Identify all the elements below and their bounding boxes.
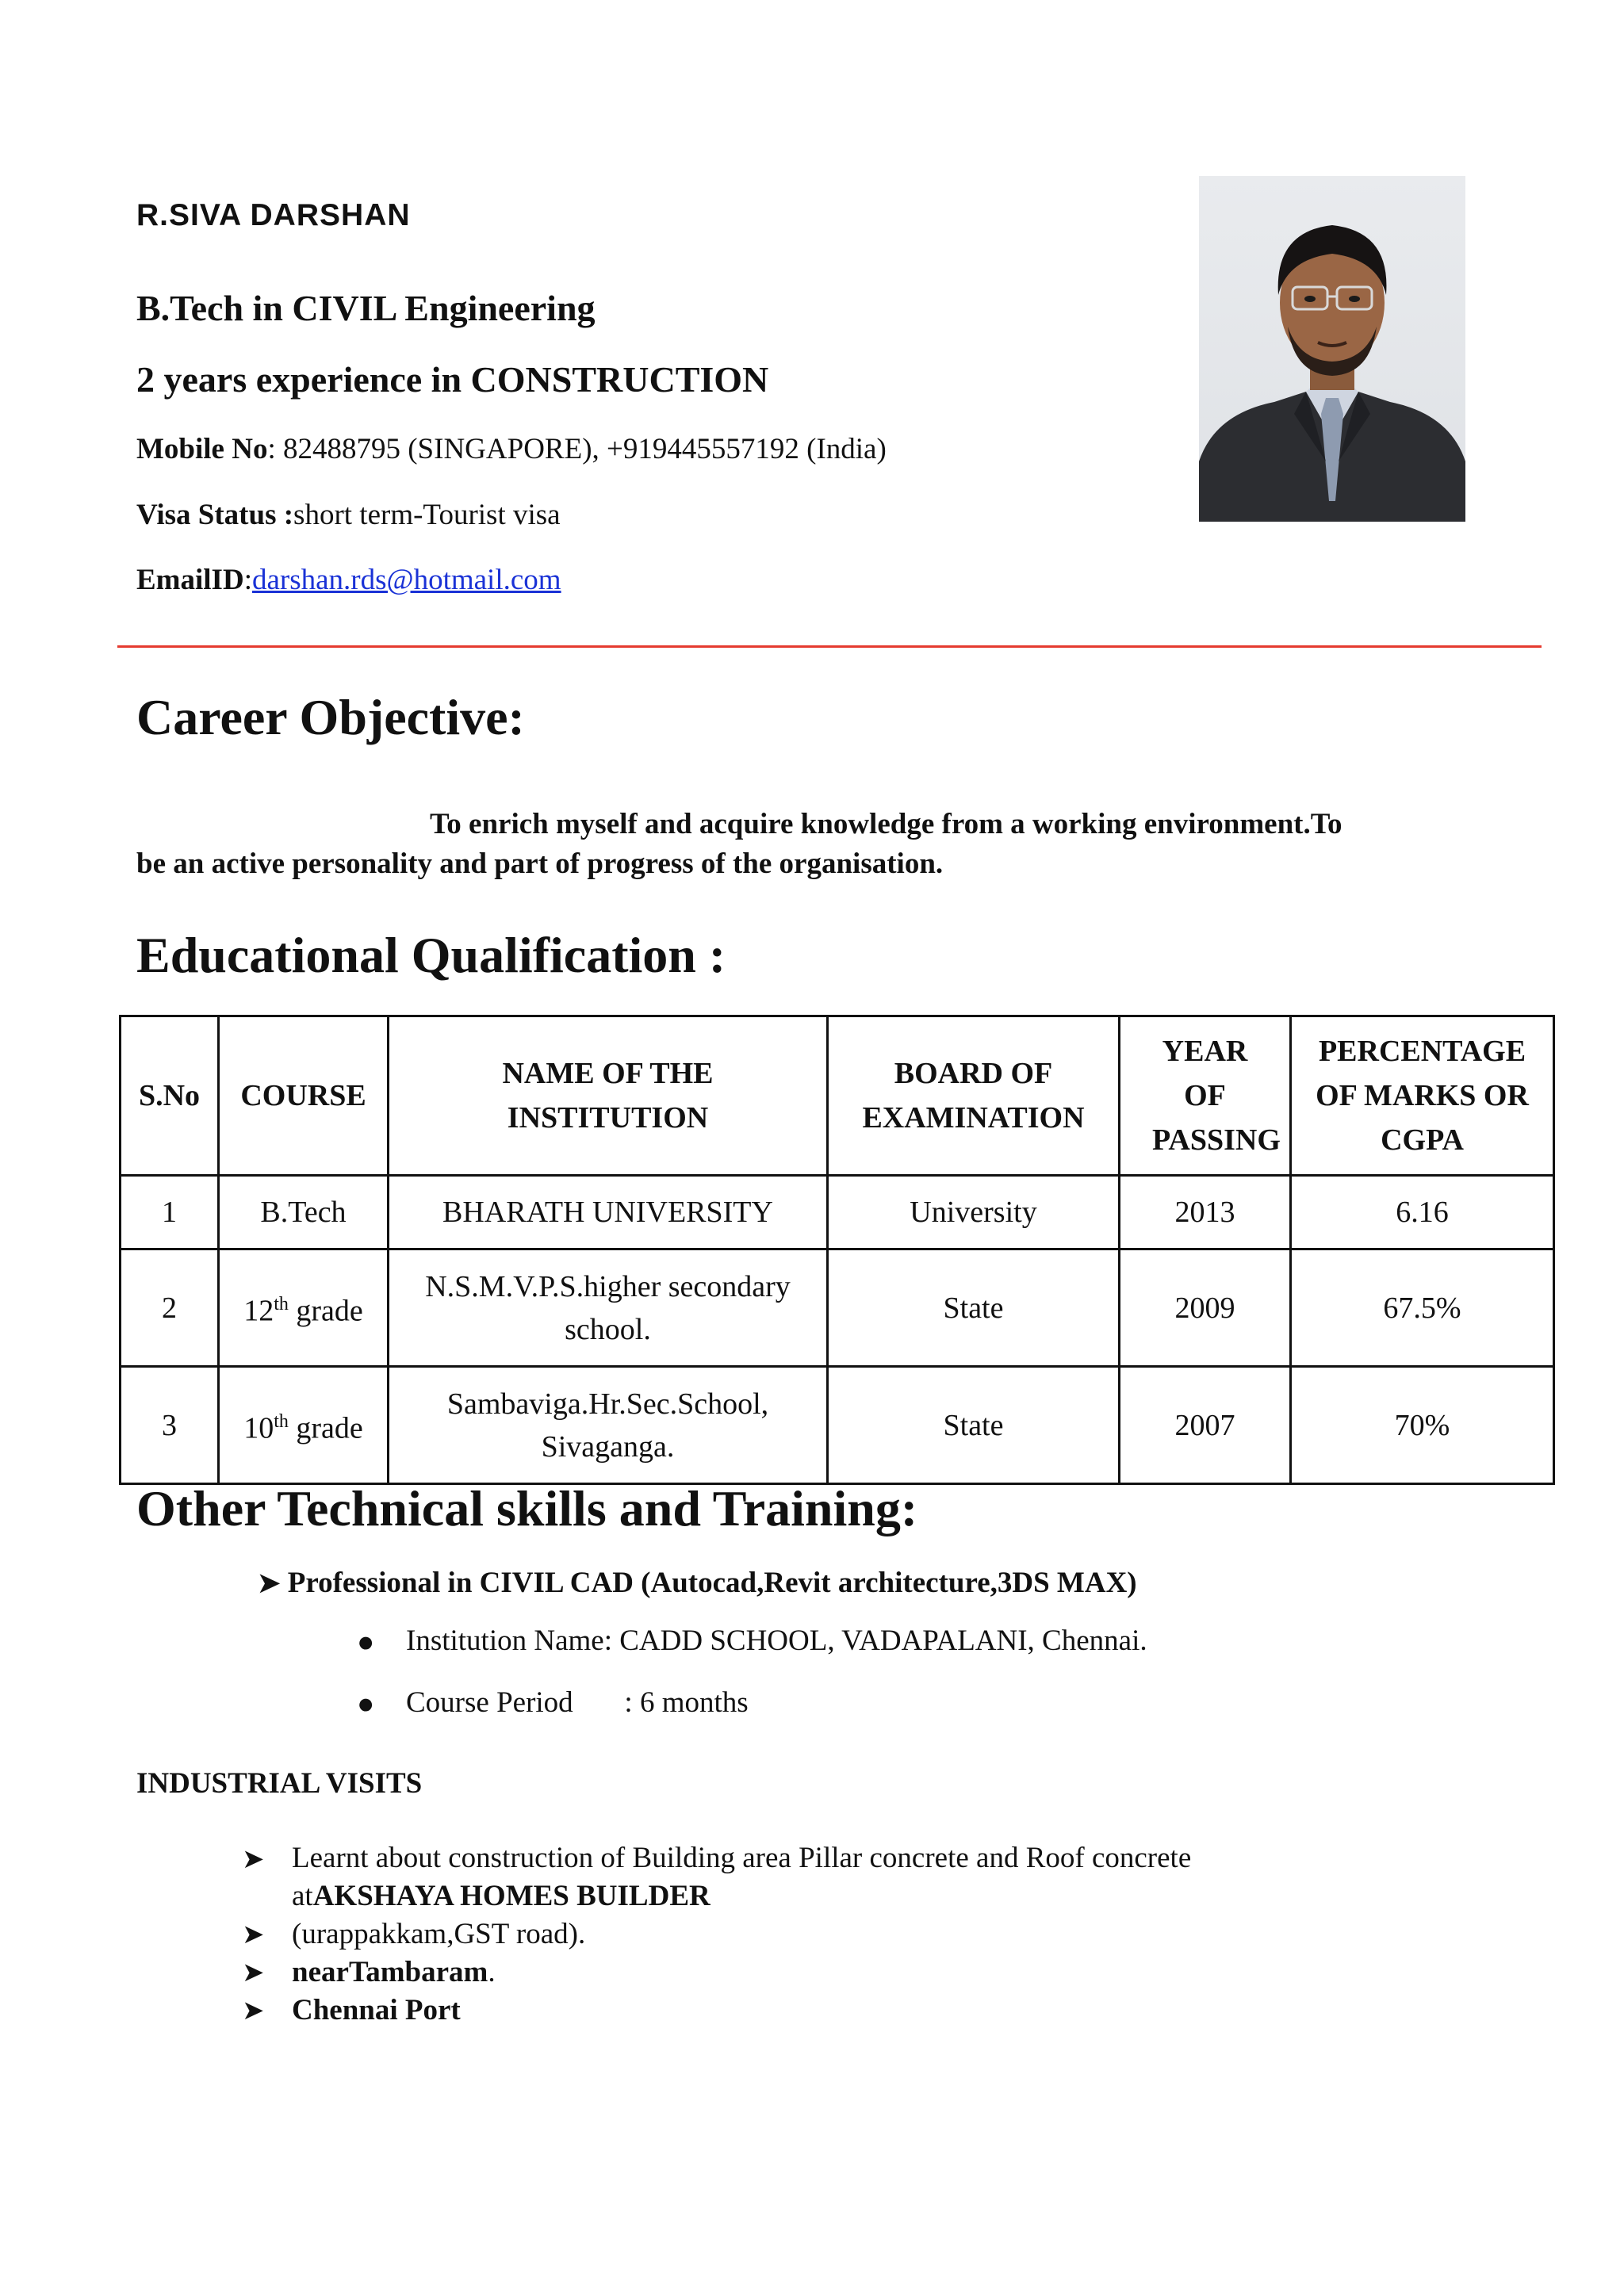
course-text: B.Tech [260, 1196, 347, 1229]
career-objective-text [136, 805, 1453, 884]
objective-line-1: To enrich myself and acquire knowledge from a working environment.To [430, 808, 1342, 840]
skills-item-text: Professional in CIVIL CAD (Autocad,Revit architecture,3DS MAX) [287, 1567, 1137, 1599]
cell-sno: 1 [121, 1176, 219, 1249]
cell-institution: Sambaviga.Hr.Sec.School, Sivaganga. [389, 1367, 828, 1484]
experience-line: 2 years experience in CONSTRUCTION [136, 359, 769, 400]
education-title: Educational Qualification : [136, 927, 726, 983]
arrow-bullet-icon: ➤ [258, 1569, 281, 1598]
course-text: 12 [243, 1294, 274, 1328]
detail-bullet-icon: ● [357, 1688, 375, 1720]
visa-label: Visa Status : [136, 499, 294, 531]
course-sup: th [274, 1411, 289, 1433]
email-line [136, 563, 561, 597]
visit-line-1b [292, 1879, 710, 1913]
skills-detail-1: Institution Name: CADD SCHOOL, VADAPALANI, Chennai. [406, 1624, 1147, 1657]
cell-course [219, 1176, 389, 1249]
cell-institution: BHARATH UNIVERSITY [389, 1176, 828, 1249]
email-label: EmailID [136, 564, 244, 596]
header-divider [117, 645, 1542, 648]
visit-line-3 [292, 1955, 496, 1989]
person-portrait-icon [1199, 176, 1465, 522]
education-table [119, 1015, 1555, 1485]
cell-year: 2009 [1120, 1249, 1291, 1367]
email-link[interactable]: darshan.rds@hotmail.com [251, 564, 561, 596]
arrow-bullet-icon: ➤ [242, 1845, 265, 1874]
visit-line-3-bold: Tambaram [348, 1956, 488, 1988]
detail-bullet-icon: ● [357, 1626, 375, 1659]
career-objective-title: Career Objective: [136, 689, 525, 745]
arrow-bullet-icon: ➤ [242, 1996, 265, 2026]
header-year: YEAR OF PASSING [1120, 1016, 1291, 1176]
cell-board: State [828, 1249, 1120, 1367]
arrow-bullet-icon: ➤ [242, 1958, 265, 1988]
email-separator: : [243, 564, 252, 596]
visit-line-4: Chennai Port [292, 1994, 461, 2026]
cell-course [219, 1367, 389, 1484]
cell-year: 2013 [1120, 1176, 1291, 1249]
visit-line-3-prefix: near [292, 1956, 349, 1988]
arrow-bullet-icon: ➤ [242, 1920, 265, 1950]
table-row [121, 1249, 1554, 1367]
visit-line-2: (urappakkam,GST road). [292, 1918, 586, 1950]
table-row [121, 1367, 1554, 1484]
cell-board: State [828, 1367, 1120, 1484]
cell-year: 2007 [1120, 1367, 1291, 1484]
course-tail: grade [288, 1294, 363, 1328]
visa-value: short term-Tourist visa [293, 499, 561, 531]
header-sno: S.No [121, 1016, 219, 1176]
mobile-line [136, 432, 887, 466]
course-tail: grade [288, 1411, 363, 1445]
header-percentage: PERCENTAGE OF MARKS OR CGPA [1291, 1016, 1554, 1176]
skills-detail-2: Course Period : 6 months [406, 1686, 749, 1719]
header-institution: NAME OF THE INSTITUTION [389, 1016, 828, 1176]
header-board: BOARD OF EXAMINATION [828, 1016, 1120, 1176]
degree-line: B.Tech in CIVIL Engineering [136, 288, 596, 328]
course-sup: th [274, 1294, 289, 1315]
objective-line-2: be an active personality and part of progress of the organisation. [136, 848, 944, 880]
mobile-label: Mobile No [136, 433, 268, 465]
visit-line-1: Learnt about construction of Building area Pillar concrete and Roof concrete [292, 1842, 1192, 1874]
cell-percentage: 70% [1291, 1367, 1554, 1484]
header-course: COURSE [219, 1016, 389, 1176]
cell-board: University [828, 1176, 1120, 1249]
course-text: 10 [243, 1411, 274, 1445]
cell-sno: 2 [121, 1249, 219, 1367]
visa-line [136, 498, 561, 532]
cell-percentage: 67.5% [1291, 1249, 1554, 1367]
table-header-row [121, 1016, 1554, 1176]
cell-percentage: 6.16 [1291, 1176, 1554, 1249]
visit-line-3-suffix: . [488, 1956, 496, 1988]
cell-sno: 3 [121, 1367, 219, 1484]
profile-photo [1199, 176, 1465, 522]
visit-line-1b-prefix: at [292, 1880, 313, 1912]
cell-course [219, 1249, 389, 1367]
mobile-value: : 82488795 (SINGAPORE), +919445557192 (India) [267, 433, 887, 465]
skills-item [258, 1566, 1137, 1600]
industrial-visits-title: INDUSTRIAL VISITS [136, 1767, 423, 1800]
candidate-name: R.SIVA DARSHAN [136, 198, 411, 232]
table-row [121, 1176, 1554, 1249]
cell-institution: N.S.M.V.P.S.higher secondary school. [389, 1249, 828, 1367]
visit-line-1b-bold: AKSHAYA HOMES BUILDER [312, 1880, 710, 1912]
skills-title: Other Technical skills and Training: [136, 1480, 918, 1536]
